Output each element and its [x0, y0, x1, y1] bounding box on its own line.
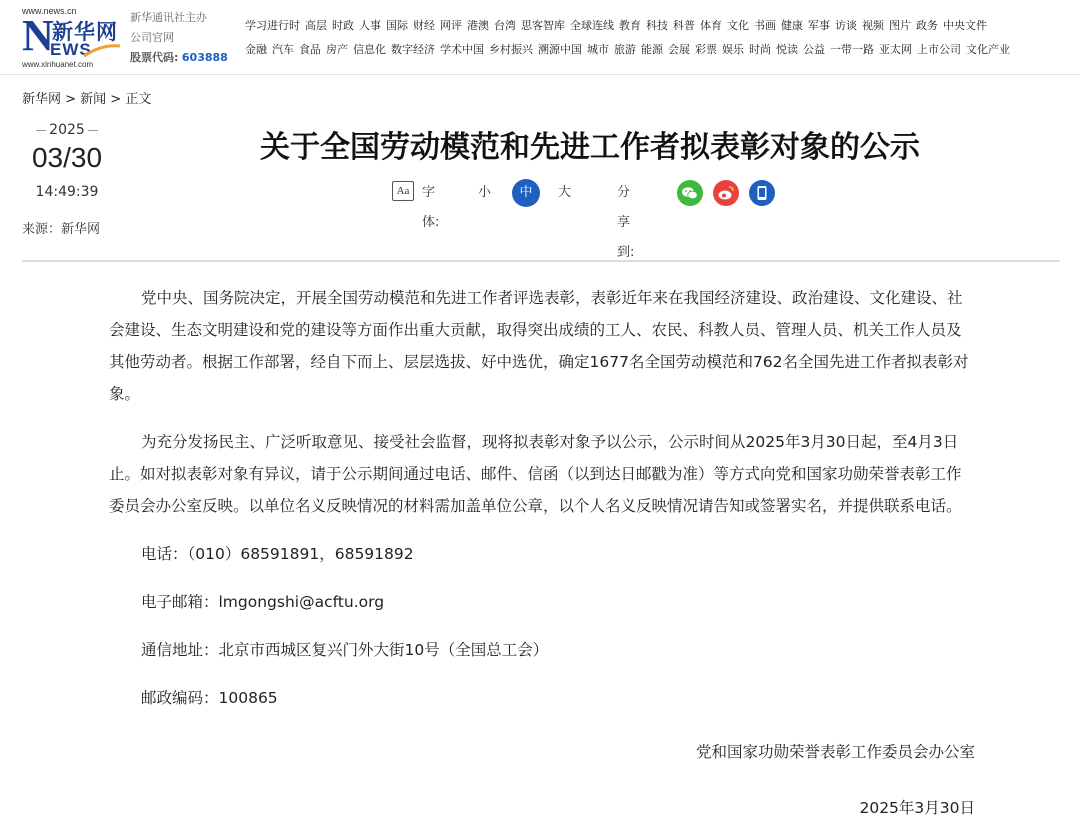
nav-link[interactable]: 视频 — [862, 19, 884, 32]
nav-link[interactable]: 一带一路 — [830, 43, 874, 56]
nav-link[interactable]: 文化 — [727, 19, 749, 32]
paragraph-2: 为充分发扬民主、广泛听取意见、接受社会监督，现将拟表彰对象予以公示，公示时间从2025年3月30日起，至4月3日止。如对拟表彰对象有异议，请于公示期间通过电话、邮件、信函（以到达日邮戳为准）等方式向党和国家功勋荣誉表彰工作委员会办公室反映。以单位名义反映情况的材料需加盖单位公章，以个人名义反映情况请告知或签署实名，并提供联系电话。 — [109, 433, 962, 515]
nav-link[interactable]: 溯源中国 — [538, 43, 582, 56]
channel-nav — [245, 14, 1075, 62]
nav-link[interactable]: 时尚 — [749, 43, 771, 56]
font-size-medium-button[interactable]: 中 — [512, 179, 540, 207]
site-header — [0, 0, 1080, 75]
nav-link[interactable]: 能源 — [641, 43, 663, 56]
org-line2: 公司官网 — [130, 31, 174, 44]
xinhua-logo[interactable] — [22, 6, 122, 70]
nav-link[interactable]: 港澳 — [467, 19, 489, 32]
font-size-icon: Aa — [392, 181, 414, 201]
mobile-icon[interactable] — [749, 180, 775, 206]
nav-link[interactable]: 财经 — [413, 19, 435, 32]
font-label: 字体: — [422, 185, 440, 230]
nav-link[interactable]: 高层 — [305, 19, 327, 32]
nav-link[interactable]: 教育 — [619, 19, 641, 32]
nav-link[interactable]: 城市 — [587, 43, 609, 56]
wechat-icon[interactable] — [677, 180, 703, 206]
sign-date: 2025年3月30日 — [859, 799, 975, 817]
contact-address: 通信地址：北京市西城区复兴门外大街10号（全国总工会） — [141, 641, 549, 659]
nav-link[interactable]: 学术中国 — [440, 43, 484, 56]
nav-link[interactable]: 人事 — [359, 19, 381, 32]
nav-link[interactable]: 公益 — [803, 43, 825, 56]
logo-site: www.xinhuanet.com — [22, 60, 94, 69]
publish-date — [22, 120, 112, 200]
nav-link[interactable]: 彩票 — [695, 43, 717, 56]
nav-link[interactable]: 思客智库 — [521, 19, 565, 32]
nav-link[interactable]: 军事 — [808, 19, 830, 32]
nav-link[interactable]: 全球连线 — [570, 19, 614, 32]
weibo-icon[interactable] — [713, 180, 739, 206]
nav-link[interactable]: 食品 — [299, 43, 321, 56]
paragraph-1: 党中央、国务院决定，开展全国劳动模范和先进工作者评选表彰，表彰近年来在我国经济建设、政治建设、文化建设、社会建设、生态文明建设和党的建设等方面作出重大贡献，取得突出成绩的工人、农民、科教人员、管理人员、机关工作人员及其他劳动者。根据工作部署，经自下而上、层层选拔、好中选优，确定1677名全国劳动模范和762名全国先进工作者拟表彰对象。 — [109, 289, 969, 403]
nav-row-1 — [245, 14, 1075, 38]
nav-link[interactable]: 悦读 — [776, 43, 798, 56]
contact-phone: 电话：（010）68591891，68591892 — [141, 545, 414, 563]
nav-link[interactable]: 时政 — [332, 19, 354, 32]
date-month-day: 03/30 — [31, 142, 103, 173]
nav-link[interactable]: 体育 — [700, 19, 722, 32]
stock-code — [130, 48, 228, 68]
contact-postcode: 邮政编码：100865 — [141, 689, 278, 707]
nav-link[interactable]: 信息化 — [353, 43, 386, 56]
logo-url: www.news.cn — [22, 6, 77, 16]
article-body — [109, 282, 975, 840]
logo-swoosh-icon — [82, 42, 122, 58]
nav-link[interactable]: 乡村振兴 — [489, 43, 533, 56]
nav-link[interactable]: 数字经济 — [391, 43, 435, 56]
nav-link[interactable]: 健康 — [781, 19, 803, 32]
date-time: 14:49:39 — [35, 184, 99, 200]
nav-link[interactable]: 文化产业 — [966, 43, 1010, 56]
breadcrumb[interactable]: 新华网 > 新闻 > 正文 — [22, 92, 152, 107]
nav-link[interactable]: 娱乐 — [722, 43, 744, 56]
org-line1: 新华通讯社主办 — [130, 11, 207, 24]
date-year: 2025 — [22, 122, 112, 138]
nav-link[interactable]: 学习进行时 — [245, 19, 300, 32]
stock-label: 股票代码: — [130, 51, 179, 64]
logo-news: EWS — [50, 40, 92, 59]
header-divider — [22, 260, 1060, 262]
nav-row-2 — [245, 38, 1075, 62]
nav-link[interactable]: 书画 — [754, 19, 776, 32]
nav-link[interactable]: 汽车 — [272, 43, 294, 56]
font-size-small-button[interactable]: 小 — [478, 185, 492, 200]
nav-link[interactable]: 房产 — [326, 43, 348, 56]
nav-link[interactable]: 网评 — [440, 19, 462, 32]
nav-link[interactable]: 科普 — [673, 19, 695, 32]
article-source: 来源：新华网 — [22, 222, 101, 237]
logo-letter: N — [22, 11, 54, 60]
article-title: 关于全国劳动模范和先进工作者拟表彰对象的公示 — [260, 130, 920, 165]
nav-link[interactable]: 旅游 — [614, 43, 636, 56]
signer: 党和国家功勋荣誉表彰工作委员会办公室 — [695, 743, 975, 761]
nav-link[interactable]: 金融 — [245, 43, 267, 56]
stock-value[interactable]: 603888 — [181, 51, 228, 64]
font-size-large-button[interactable]: 大 — [558, 185, 572, 200]
nav-link[interactable]: 政务 — [916, 19, 938, 32]
nav-link[interactable]: 中央文件 — [943, 19, 987, 32]
nav-link[interactable]: 亚太网 — [879, 43, 912, 56]
nav-link[interactable]: 国际 — [386, 19, 408, 32]
share-label: 分享到: — [617, 185, 635, 260]
nav-link[interactable]: 上市公司 — [917, 43, 961, 56]
org-info — [130, 8, 228, 68]
nav-link[interactable]: 会展 — [668, 43, 690, 56]
contact-email: 电子邮箱：lmgongshi@acftu.org — [141, 593, 385, 611]
logo-brand: 新华网 — [52, 20, 118, 44]
nav-link[interactable]: 科技 — [646, 19, 668, 32]
nav-link[interactable]: 访谈 — [835, 19, 857, 32]
nav-link[interactable]: 图片 — [889, 19, 911, 32]
nav-link[interactable]: 台湾 — [494, 19, 516, 32]
